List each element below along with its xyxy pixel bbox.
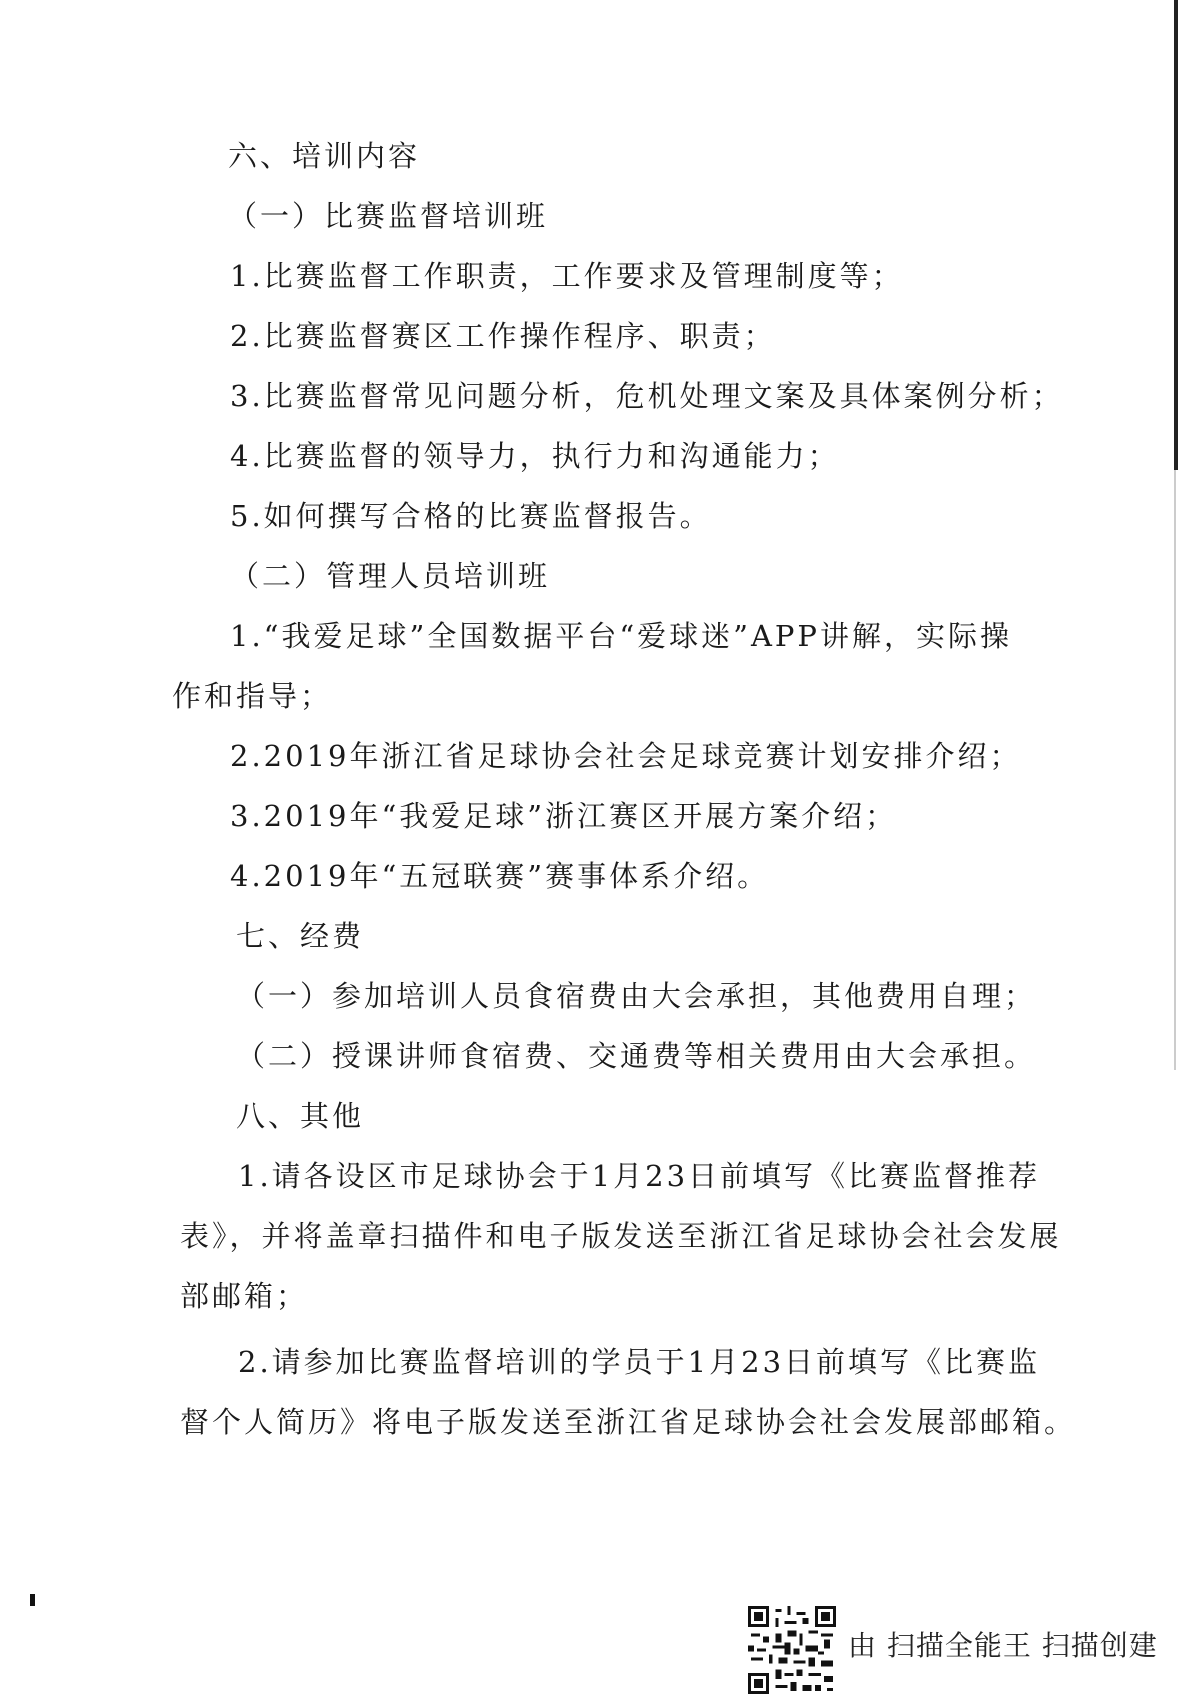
list-item: 1.请各设区市足球协会于1月23日前填写《比赛监督推荐 (238, 1159, 1041, 1193)
list-item-continuation: 督个人简历》将电子版发送至浙江省足球协会社会发展部邮箱。 (180, 1405, 1077, 1439)
scanner-watermark-text: 由 扫描全能王 扫描创建 (848, 1629, 1158, 1662)
list-item-continuation: 部邮箱； (180, 1279, 309, 1313)
list-item-continuation: 作和指导； (172, 679, 333, 713)
list-item: 2.2019年浙江省足球协会社会足球竞赛计划安排介绍； (230, 739, 1022, 773)
scan-edge-shadow (1174, 0, 1178, 470)
list-item: 1.“我爱足球”全国数据平台“爱球迷”APP讲解，实际操 (230, 619, 1012, 653)
section-8-heading: 八、其他 (236, 1099, 365, 1133)
list-item: 5.如何撰写合格的比赛监督报告。 (230, 499, 712, 533)
qr-code-icon (748, 1606, 836, 1694)
section-7-heading: 七、经费 (236, 919, 365, 953)
list-item: 4.比赛监督的领导力，执行力和沟通能力； (230, 439, 840, 473)
scan-speck (30, 1594, 35, 1606)
list-item: 4.2019年“五冠联赛”赛事体系介绍。 (230, 859, 770, 893)
scan-edge-shadow-light (1174, 470, 1176, 1070)
list-item: 2.比赛监督赛区工作操作程序、职责； (230, 319, 776, 353)
list-item: 3.2019年“我爱足球”浙江赛区开展方案介绍； (230, 799, 898, 833)
list-item: 3.比赛监督常见问题分析，危机处理文案及具体案例分析； (230, 379, 1064, 413)
subsection-heading: （一）比赛监督培训班 (228, 199, 549, 233)
list-item: 1.比赛监督工作职责，工作要求及管理制度等； (230, 259, 904, 293)
subsection-heading: （二）管理人员培训班 (230, 559, 551, 593)
list-item: （一）参加培训人员食宿费由大会承担，其他费用自理； (236, 979, 1037, 1013)
list-item: 2.请参加比赛监督培训的学员于1月23日前填写《比赛监 (238, 1345, 1041, 1379)
list-item-continuation: 表》，并将盖章扫描件和电子版发送至浙江省足球协会社会发展 (180, 1219, 1062, 1253)
section-6-heading: 六、培训内容 (228, 139, 421, 173)
list-item: （二）授课讲师食宿费、交通费等相关费用由大会承担。 (236, 1039, 1037, 1073)
